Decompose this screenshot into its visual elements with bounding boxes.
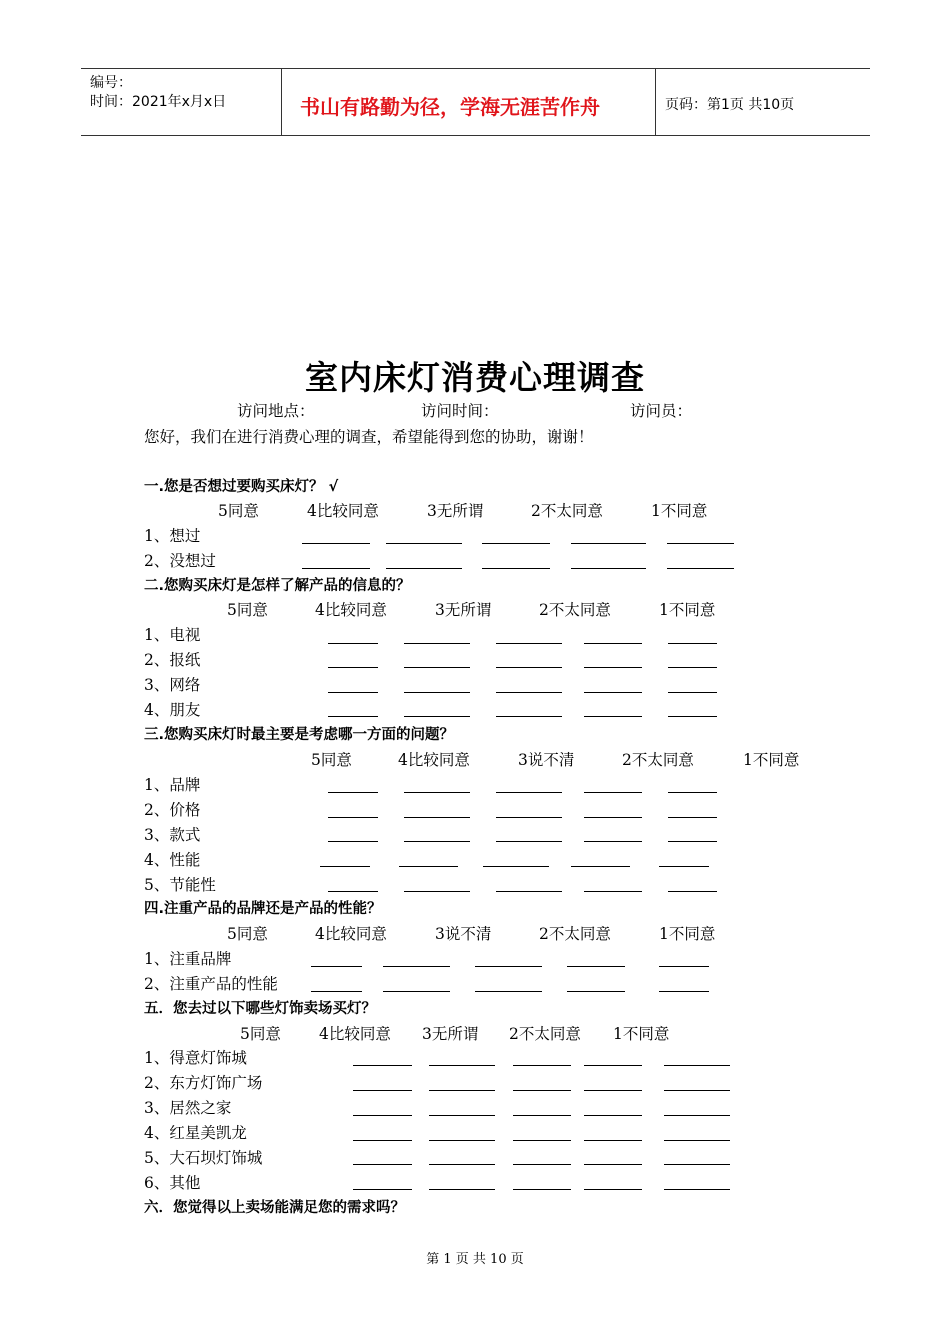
answer-blank[interactable] [659,866,709,867]
answer-blank[interactable] [404,643,470,644]
answer-blank[interactable] [496,716,562,717]
answer-blank[interactable] [664,1115,730,1116]
item-label: 3、网络 [144,676,201,694]
answer-blank[interactable] [328,643,378,644]
item-label: 2、报纸 [144,651,201,669]
answer-blank[interactable] [496,817,562,818]
answer-blank[interactable] [404,891,470,892]
answer-blank[interactable] [311,966,362,967]
answer-blank[interactable] [664,1065,730,1066]
answer-blank[interactable] [668,891,717,892]
answer-blank[interactable] [328,817,378,818]
header-top-rule [81,68,870,69]
answer-blank[interactable] [483,866,549,867]
answer-blank[interactable] [328,692,378,693]
answer-blank[interactable] [496,792,562,793]
answer-blank[interactable] [668,841,717,842]
answer-blank[interactable] [584,1164,642,1165]
answer-blank[interactable] [584,667,642,668]
answer-blank[interactable] [668,643,717,644]
answer-blank[interactable] [404,792,470,793]
answer-blank[interactable] [513,1115,571,1116]
answer-blank[interactable] [353,1065,412,1066]
answer-blank[interactable] [302,568,370,569]
question-3: 三.您购买床灯时最主要是考虑哪一方面的问题？ [144,727,455,743]
question-1: 一.您是否想过要购买床灯？ √ [144,479,339,495]
scale-label: 5同意 [240,1025,281,1043]
scale-label: 5同意 [227,925,268,943]
answer-blank[interactable] [328,841,378,842]
answer-blank[interactable] [567,966,625,967]
scale-label: 1不同意 [613,1025,670,1043]
header-page-info: 页码：第1页 共10页 [665,97,795,113]
visit-location-label: 访问地点： [237,402,315,420]
item-label: 3、居然之家 [144,1099,232,1117]
answer-blank[interactable] [496,692,562,693]
scale-label: 1不同意 [743,751,800,769]
answer-blank[interactable] [353,1090,412,1091]
answer-blank[interactable] [584,692,642,693]
answer-blank[interactable] [482,543,550,544]
scale-label: 4比较同意 [398,751,470,769]
answer-blank[interactable] [668,817,717,818]
answer-blank[interactable] [404,667,470,668]
scale-label: 2不太同意 [539,601,611,619]
answer-blank[interactable] [668,692,717,693]
item-label: 6、其他 [144,1174,201,1192]
answer-blank[interactable] [513,1065,571,1066]
intro-text: 您好，我们在进行消费心理的调查，希望能得到您的协助，谢谢！ [144,428,594,446]
answer-blank[interactable] [668,667,717,668]
answer-blank[interactable] [496,841,562,842]
item-label: 4、性能 [144,851,201,869]
answer-blank[interactable] [429,1065,495,1066]
item-label: 1、想过 [144,527,201,545]
answer-blank[interactable] [302,543,370,544]
answer-blank[interactable] [404,692,470,693]
answer-blank[interactable] [584,1140,642,1141]
answer-blank[interactable] [667,568,734,569]
item-label: 2、没想过 [144,552,216,570]
answer-blank[interactable] [664,1090,730,1091]
answer-blank[interactable] [584,792,642,793]
answer-blank[interactable] [584,643,642,644]
question-2: 二.您购买床灯是怎样了解产品的信息的？ [144,578,411,594]
answer-blank[interactable] [513,1164,571,1165]
header-divider-left [281,68,282,135]
answer-blank[interactable] [571,543,646,544]
scale-label: 4比较同意 [315,925,387,943]
item-label: 5、节能性 [144,876,216,894]
scale-label: 2不太同意 [531,502,603,520]
answer-blank[interactable] [328,891,378,892]
answer-blank[interactable] [482,568,550,569]
scale-label: 3说不清 [435,925,492,943]
answer-blank[interactable] [429,1115,495,1116]
answer-blank[interactable] [513,1189,571,1190]
answer-blank[interactable] [404,716,470,717]
answer-blank[interactable] [496,643,562,644]
answer-blank[interactable] [496,891,562,892]
question-5: 五．您去过以下哪些灯饰卖场买灯？ [144,1001,376,1017]
scale-label: 3无所谓 [427,502,484,520]
answer-blank[interactable] [668,716,717,717]
question-4: 四.注重产品的品牌还是产品的性能？ [144,901,382,917]
answer-blank[interactable] [404,841,470,842]
answer-blank[interactable] [429,1189,495,1190]
item-label: 1、得意灯饰城 [144,1049,247,1067]
item-label: 3、款式 [144,826,201,844]
item-label: 4、朋友 [144,701,201,719]
item-label: 2、东方灯饰广场 [144,1074,263,1092]
answer-blank[interactable] [496,667,562,668]
answer-blank[interactable] [571,866,630,867]
answer-blank[interactable] [353,1140,412,1141]
header-motto: 书山有路勤为径，学海无涯苦作舟 [300,95,600,119]
answer-blank[interactable] [475,966,542,967]
page-title: 室内床灯消费心理调查 [305,358,645,397]
answer-blank[interactable] [513,1090,571,1091]
header-divider-right [655,68,656,135]
answer-blank[interactable] [584,841,642,842]
scale-label: 1不同意 [659,601,716,619]
answer-blank[interactable] [386,543,462,544]
answer-blank[interactable] [584,1189,642,1190]
item-label: 2、注重产品的性能 [144,975,278,993]
answer-blank[interactable] [311,991,362,992]
answer-blank[interactable] [353,1115,412,1116]
answer-blank[interactable] [659,966,709,967]
answer-blank[interactable] [664,1189,730,1190]
answer-blank[interactable] [584,716,642,717]
question-6: 六．您觉得以上卖场能满足您的需求吗？ [144,1200,405,1216]
scale-label: 5同意 [311,751,352,769]
scale-label: 2不太同意 [622,751,694,769]
answer-blank[interactable] [567,991,625,992]
scale-label: 3无所谓 [422,1025,479,1043]
page-footer: 第 1 页 共 10 页 [426,1252,524,1267]
scale-label: 4比较同意 [315,601,387,619]
answer-blank[interactable] [386,568,462,569]
answer-blank[interactable] [584,1090,642,1091]
scale-label: 4比较同意 [307,502,379,520]
answer-blank[interactable] [353,1189,412,1190]
answer-blank[interactable] [584,1065,642,1066]
answer-blank[interactable] [328,716,378,717]
header-serial-label: 编号： [90,75,132,91]
scale-label: 5同意 [218,502,259,520]
answer-blank[interactable] [659,991,709,992]
visit-time-label: 访问时间： [421,402,499,420]
answer-blank[interactable] [399,866,458,867]
answer-blank[interactable] [429,1164,495,1165]
answer-blank[interactable] [404,817,470,818]
header-bottom-rule [81,135,870,136]
answer-blank[interactable] [584,1115,642,1116]
scale-label: 5同意 [227,601,268,619]
scale-label: 3无所谓 [435,601,492,619]
item-label: 1、注重品牌 [144,950,232,968]
item-label: 4、红星美凯龙 [144,1124,247,1142]
answer-blank[interactable] [429,1140,495,1141]
answer-blank[interactable] [383,966,450,967]
answer-blank[interactable] [328,667,378,668]
answer-blank[interactable] [664,1164,730,1165]
answer-blank[interactable] [353,1164,412,1165]
interviewer-label: 访问员： [630,402,693,420]
answer-blank[interactable] [584,891,642,892]
scale-label: 4比较同意 [319,1025,391,1043]
header-date: 时间：2021年x月x日 [90,94,227,110]
scale-label: 2不太同意 [539,925,611,943]
scale-label: 3说不清 [518,751,575,769]
item-label: 1、品牌 [144,776,201,794]
answer-blank[interactable] [513,1140,571,1141]
item-label: 1、电视 [144,626,201,644]
scale-label: 2不太同意 [509,1025,581,1043]
answer-blank[interactable] [667,543,734,544]
answer-blank[interactable] [584,817,642,818]
item-label: 2、价格 [144,801,201,819]
answer-blank[interactable] [320,866,370,867]
answer-blank[interactable] [668,792,717,793]
scale-label: 1不同意 [659,925,716,943]
scale-label: 1不同意 [651,502,708,520]
answer-blank[interactable] [571,568,646,569]
answer-blank[interactable] [383,991,450,992]
answer-blank[interactable] [664,1140,730,1141]
answer-blank[interactable] [429,1090,495,1091]
answer-blank[interactable] [475,991,542,992]
answer-blank[interactable] [328,792,378,793]
item-label: 5、大石坝灯饰城 [144,1149,263,1167]
